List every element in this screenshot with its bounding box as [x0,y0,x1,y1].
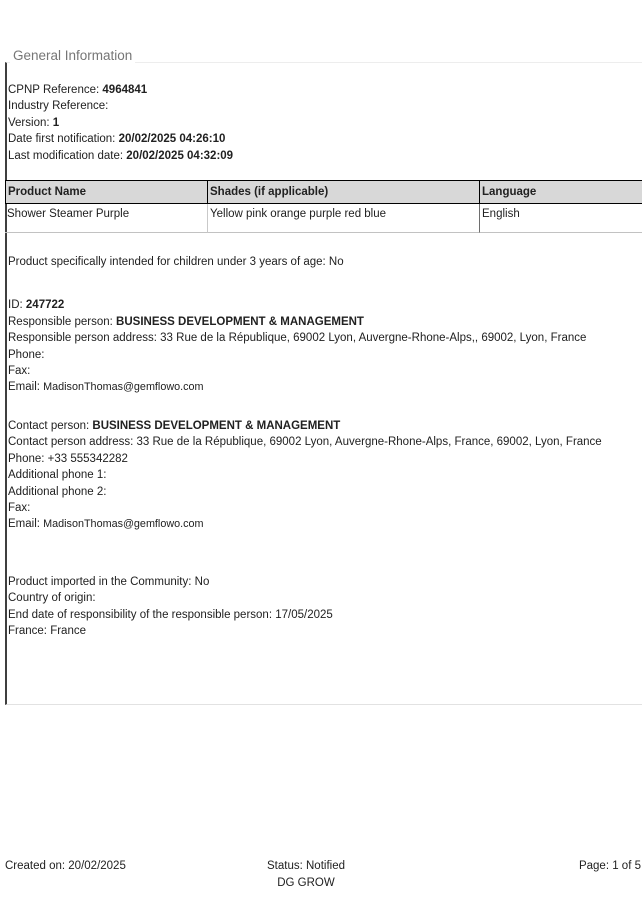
field-product-imported [8,574,628,590]
field-value: No [194,575,210,588]
footer-org: DG GROW [277,876,335,889]
field-version [8,115,628,131]
field-value: 20/02/2025 04:26:10 [118,133,226,146]
field-label: Product specifically intended for children under 3 years of age: [8,256,326,269]
field-label: Fax: [8,501,31,514]
field-email [8,379,628,395]
field-phone [8,347,628,363]
field-label: Fax: [8,365,31,378]
page-footer [0,857,642,893]
field-france [8,623,628,639]
field-contact-fax [8,500,628,516]
column-header-product-name: Product Name [5,180,207,204]
field-label: Responsible person: [8,315,113,328]
field-additional-phone-1 [8,467,628,483]
field-label: Additional phone 2: [8,485,107,498]
field-additional-phone-2 [8,484,628,500]
field-industry-reference [8,98,628,114]
field-label: ID: [8,299,23,312]
field-responsible-person [8,314,628,330]
field-label: Email: [8,381,40,394]
table-row [5,204,642,233]
field-value: MadisonThomas@gemflowo.com [43,518,204,531]
product-table [5,180,642,233]
field-label: End date of responsibility of the responsible person: [8,608,273,621]
field-label: Phone: [8,452,45,465]
field-country-of-origin [8,590,628,606]
field-last-modification-date [8,148,628,164]
field-label: Product imported in the Community: [8,575,192,588]
field-value: 20/02/2025 04:32:09 [126,149,234,162]
field-contact-phone [8,451,628,467]
field-value: France [50,624,86,637]
field-value: 33 Rue de la République, 69002 Lyon, Auvergne-Rhone-Alps, France, 69002, Lyon, France [136,436,602,449]
field-children-under-3 [8,254,628,270]
footer-created-on: Created on: 20/02/2025 [5,860,126,872]
field-value: No [328,256,344,269]
field-label: Date first notification: [8,133,116,146]
field-contact-person-address [8,434,628,450]
field-label: Industry Reference: [8,100,109,113]
field-end-date-responsibility [8,607,628,623]
field-value: 1 [52,116,60,129]
field-value: 17/05/2025 [275,608,333,621]
cell-shades: Yellow pink orange purple red blue [207,204,479,233]
field-label: Responsible person address: [8,332,157,345]
footer-status: Status: Notified [267,860,345,872]
import-info-block [8,574,628,640]
contact-person-block [8,418,628,533]
field-date-first-notification [8,131,628,147]
field-value: 33 Rue de la République, 69002 Lyon, Auvergne-Rhone-Alps,, 69002, Lyon, France [160,332,587,345]
field-label: France: [8,624,47,637]
field-label: Phone: [8,348,45,361]
column-header-shades: Shades (if applicable) [207,180,479,204]
field-label: Contact person: [8,419,90,432]
general-information-section [5,62,642,705]
field-label: CPNP Reference: [8,84,100,96]
field-label: Country of origin: [8,592,96,605]
field-id [8,297,628,313]
field-value: 247722 [25,299,65,312]
field-value: +33 555342282 [47,452,128,465]
field-contact-person [8,418,628,434]
product-table-header-row [5,180,642,204]
responsible-person-block [8,297,628,395]
field-label: Last modification date: [8,149,124,162]
footer-page-number: Page: 1 of 5 [578,860,641,872]
column-header-language: Language [479,180,642,204]
field-value: 4964841 [102,84,148,96]
field-label: Additional phone 1: [8,469,107,482]
general-info-block [8,82,628,164]
section-title: General Information [10,48,135,63]
field-value: BUSINESS DEVELOPMENT & MANAGEMENT [116,315,364,328]
field-responsible-person-address [8,330,628,346]
field-cpnp-reference [8,82,628,98]
field-value: MadisonThomas@gemflowo.com [43,381,204,394]
field-label: Version: [8,116,50,129]
field-label: Email: [8,518,40,531]
footer-center-block [267,858,345,891]
field-fax [8,363,628,379]
cell-language: English [479,204,642,233]
field-value: BUSINESS DEVELOPMENT & MANAGEMENT [92,419,341,432]
field-contact-email [8,516,628,532]
cell-product-name: Shower Steamer Purple [5,204,207,233]
field-label: Contact person address: [8,436,134,449]
